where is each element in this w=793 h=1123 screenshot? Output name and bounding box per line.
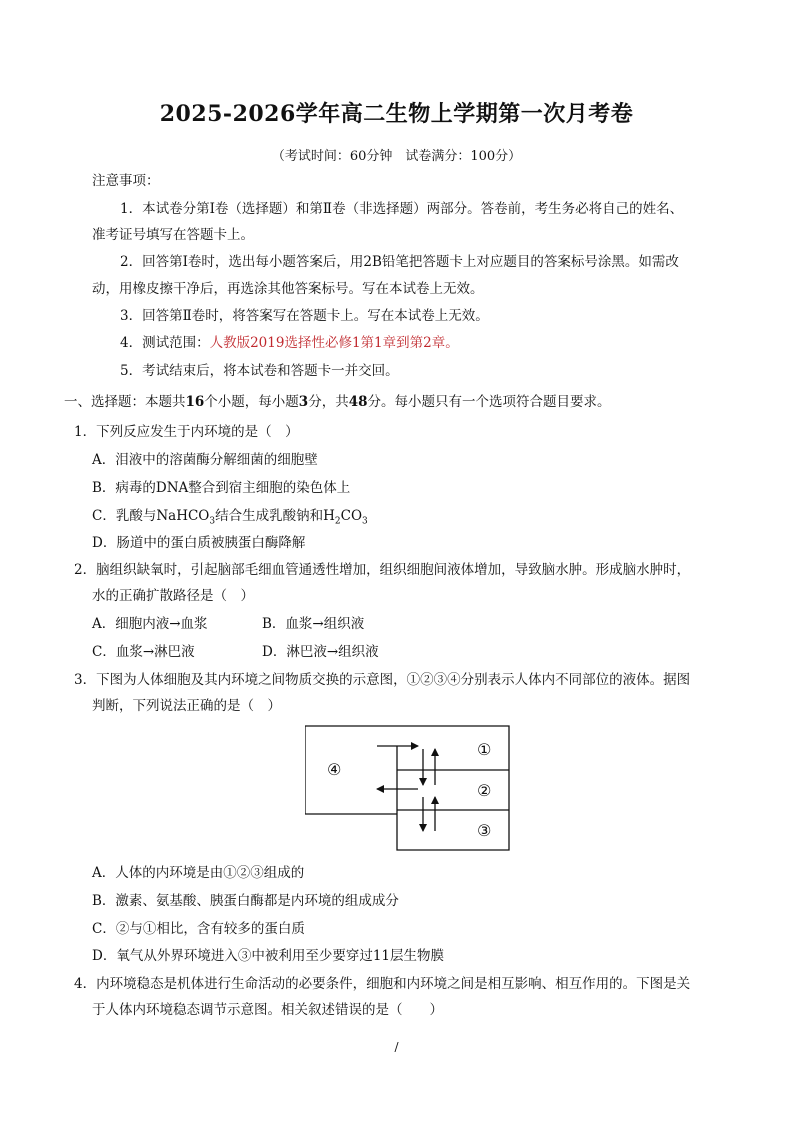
notice-item-2-line-1: 2．回答第Ⅰ卷时，选出每小题答案后，用2B铅笔把答题卡上对应题目的答案标号涂黑。如需改 (120, 254, 679, 270)
page-footer: / (394, 1040, 399, 1054)
question-1-option-b: B．病毒的DNA整合到宿主细胞的染色体上 (92, 480, 351, 496)
question-2-option-d: D．淋巴液→组织液 (262, 644, 379, 660)
question-2-option-a: A．细胞内液→血浆 (92, 616, 208, 632)
question-3-stem-line-2: 判断，下列说法正确的是（ ） (92, 698, 281, 714)
subscript-3: 3 (362, 516, 368, 527)
question-2-stem-line-2: 水的正确扩散路径是（ ） (92, 588, 254, 604)
notice-item-4-prefix: 4．测试范围： (120, 335, 210, 351)
question-1-option-a: A．泪液中的溶菌酶分解细菌的细胞壁 (92, 452, 318, 468)
body-fluid-exchange-diagram (305, 725, 510, 851)
notice-heading: 注意事项： (92, 173, 160, 189)
question-3-option-b: B．激素、氨基酸、胰蛋白酶都是内环境的组成成分 (92, 893, 399, 909)
diagram-label-2: ② (477, 781, 492, 800)
option-c-text-3: CO (340, 508, 363, 524)
exam-subtitle: （考试时间：60分钟 试卷满分：100分） (271, 149, 522, 164)
question-2-stem-line-1: 2．脑组织缺氧时，引起脑部毛细血管通透性增加，组织细胞间液体增加，导致脑水肿。形成脑水肿时， (74, 562, 691, 578)
question-3-stem-line-1: 3．下图为人体细胞及其内环境之间物质交换的示意图，①②③④分别表示人体内不同部位的液体。据图 (74, 672, 691, 688)
notice-item-1-line-2: 准考证号填写在答题卡上。 (92, 227, 254, 243)
question-4-stem-line-1: 4．内环境稳态是机体进行生命活动的必要条件，细胞和内环境之间是相互影响、相互作用的。下图是关 (74, 976, 691, 992)
question-2-option-c: C．血浆→淋巴液 (92, 644, 195, 660)
subscript-2: 2 (334, 516, 341, 527)
subscript-1: 3 (209, 516, 216, 527)
question-1-option-d: D．肠道中的蛋白质被胰蛋白酶降解 (92, 535, 306, 551)
diagram-label-1: ① (477, 740, 492, 759)
exam-title: 2025-2026学年高二生物上学期第一次月考卷 (159, 101, 634, 127)
notice-item-1-line-1: 1．本试卷分第Ⅰ卷（选择题）和第Ⅱ卷（非选择题）两部分。答卷前，考生务必将自己的姓名、 (120, 201, 684, 217)
section-1-text-b: 个小题，每小题 (204, 394, 299, 410)
diagram-label-3: ③ (477, 821, 492, 840)
notice-item-3: 3．回答第Ⅱ卷时，将答案写在答题卡上。写在本试卷上无效。 (120, 308, 489, 324)
question-4-stem-line-2: 于人体内环境稳态调节示意图。相关叙述错误的是（ ） (92, 1002, 443, 1018)
points-per-question: 3 (298, 394, 309, 410)
option-c-text-2: 结合生成乳酸钠和H (215, 508, 335, 524)
notice-item-4 (120, 334, 459, 352)
section-1-text-d: 分。每小题只有一个选项符合题目要求。 (367, 394, 611, 410)
question-1-option-c (92, 507, 368, 531)
question-2-option-b: B．血浆→组织液 (262, 616, 365, 632)
section-1-text-a: 一、选择题：本题共 (64, 394, 186, 410)
question-count: 16 (185, 394, 205, 410)
question-3-option-a: A．人体的内环境是由①②③组成的 (92, 865, 305, 881)
diagram-label-4: ④ (327, 760, 342, 779)
section-1-text-c: 分，共 (308, 394, 349, 410)
question-3-option-d: D．氧气从外界环境进入③中被利用至少要穿过11层生物膜 (92, 948, 445, 964)
question-3-option-c: C．②与①相比，含有较多的蛋白质 (92, 921, 305, 937)
notice-item-5: 5．考试结束后，将本试卷和答题卡一并交回。 (120, 363, 399, 379)
question-1-stem: 1．下列反应发生于内环境的是（ ） (74, 424, 299, 440)
section-1-heading (64, 393, 611, 411)
test-range: 人教版2019选择性必修1第1章到第2章。 (209, 335, 459, 351)
total-points: 48 (348, 394, 368, 410)
option-c-text-1: C．乳酸与NaHCO (92, 508, 210, 524)
notice-item-2-line-2: 动，用橡皮擦干净后，再选涂其他答案标号。写在本试卷上无效。 (92, 281, 484, 297)
